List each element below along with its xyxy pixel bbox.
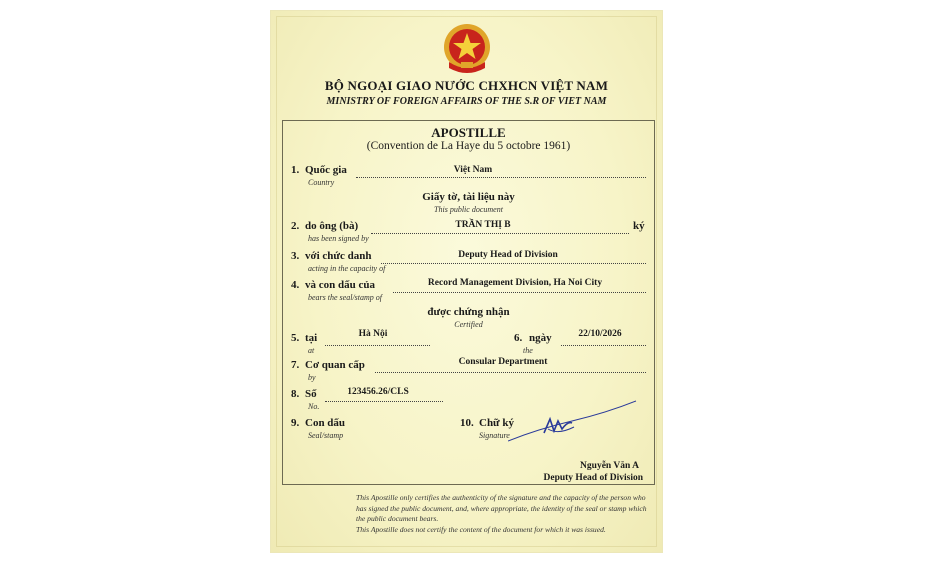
field-2-suffix: ký [633, 220, 645, 232]
apostille-document [270, 10, 663, 553]
field-3-label: với chức danh [305, 250, 372, 262]
field-2-sub: has been signed by [308, 234, 369, 243]
document-sub: This public document [434, 205, 503, 214]
field-8-value: 123456.26/CLS [347, 387, 409, 397]
footer-line-1: This Apostille only certifies the authenticity of the signature and the capacity of the person who has signed the public document, and, where appropriate, the identity of the seal or stamp which the public document bears. [356, 493, 647, 524]
field-3-line [381, 263, 646, 264]
field-10-label: Chữ ký [479, 417, 515, 429]
field-2-number: 2. [291, 220, 300, 232]
field-7-number: 7. [291, 359, 300, 371]
field-2-line [371, 233, 629, 234]
field-1-number: 1. [291, 164, 300, 176]
certified-sub: Certified [454, 320, 483, 329]
handwritten-signature-icon [508, 399, 638, 457]
field-6-value: 22/10/2026 [578, 329, 622, 339]
field-7-value: Consular Department [458, 357, 548, 367]
field-10-number: 10. [460, 417, 474, 429]
field-1-value: Việt Nam [453, 165, 493, 175]
field-10-sub: Signature [479, 431, 510, 440]
field-9-number: 9. [291, 417, 300, 429]
apostille-box [282, 120, 655, 485]
field-4-number: 4. [291, 279, 300, 291]
field-6-sub: the [523, 346, 533, 355]
field-6-line [561, 345, 646, 346]
field-1-sub: Country [308, 178, 335, 187]
field-9-label: Con dấu [305, 417, 346, 429]
field-5-number: 5. [291, 332, 300, 344]
field-9-sub: Seal/stamp [308, 431, 344, 440]
footer-line-2: This Apostille does not certify the content of the document for which it was issued. [356, 524, 606, 534]
convention-text: (Convention de La Haye du 5 octobre 1961) [366, 140, 571, 152]
field-8-line [325, 401, 443, 402]
field-7-sub: by [308, 373, 316, 382]
field-5-sub: at [308, 346, 315, 355]
field-8-sub: No. [308, 402, 320, 411]
field-6-label: ngày [529, 332, 552, 344]
field-3-value: Deputy Head of Division [458, 250, 558, 260]
document-label: Giấy tờ, tài liệu này [422, 191, 515, 203]
field-2-label: do ông (bà) [305, 220, 359, 232]
field-7-line [375, 372, 646, 373]
field-3-number: 3. [291, 250, 300, 262]
signer-title: Deputy Head of Division [543, 473, 643, 483]
signer-name: Nguyễn Văn A [580, 461, 639, 471]
field-2-value: TRẦN THỊ B [455, 220, 511, 230]
field-4-line [393, 292, 646, 293]
field-4-label: và con dấu của [305, 279, 375, 291]
field-7-label: Cơ quan cấp [305, 359, 365, 371]
field-1-line [356, 177, 646, 178]
field-5-label: tại [305, 332, 318, 344]
certified-label: được chứng nhận [427, 306, 510, 318]
field-5-line [325, 345, 430, 346]
field-8-number: 8. [291, 388, 300, 400]
field-5-value: Hà Nội [358, 329, 388, 339]
field-3-sub: acting in the capacity of [308, 264, 386, 273]
field-6-number: 6. [514, 332, 523, 344]
ministry-title-vi: BỘ NGOẠI GIAO NƯỚC CHXHCN VIỆT NAM [324, 78, 609, 93]
footer-disclaimer [356, 493, 656, 535]
ministry-title-en: MINISTRY OF FOREIGN AFFAIRS OF THE S.R OF VIET NAM [326, 96, 607, 107]
field-4-value: Record Management Division, Ha Noi City [427, 278, 603, 288]
apostille-title: APOSTILLE [431, 125, 506, 140]
field-4-sub: bears the seal/stamp of [308, 293, 382, 302]
field-1-label: Quốc gia [305, 164, 347, 176]
national-emblem-icon [441, 22, 493, 76]
field-8-label: Số [305, 388, 317, 400]
